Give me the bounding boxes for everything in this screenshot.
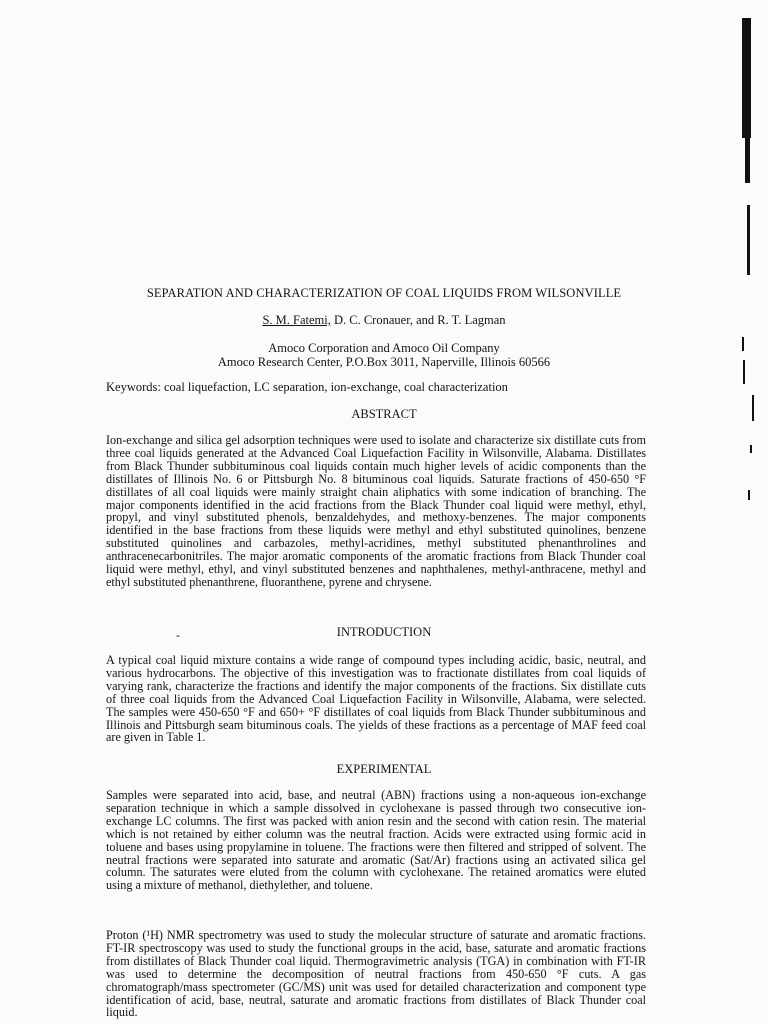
co-authors: D. C. Cronauer, and R. T. Lagman [333,313,506,327]
scan-edge-mark [750,445,752,453]
stray-mark: - [176,628,180,642]
paper-title: SEPARATION AND CHARACTERIZATION OF COAL LIQUIDS FROM WILSONVILLE [146,286,622,300]
presenting-author: S. M. Fatemi, [262,313,331,327]
keywords: Keywords: coal liquefaction, LC separation, ion-exchange, coal characterization [106,380,508,394]
scan-edge-mark [748,490,750,500]
scan-edge-mark [745,135,750,183]
experimental-heading: EXPERIMENTAL [336,762,432,776]
abstract-text: Ion-exchange and silica gel adsorption techniques were used to isolate and characterize six distillate cuts from three coal liquids generated at the Advanced Coal Liquefaction Facility in Wilsonville, Alabama. Distillates from Black Thunder subbituminous coal liquids contain much higher levels of acidic components than the distillates of Illinois No. 6 or Pittsburgh No. 8 bituminous coal liquids. Saturate fractions of 450-650 °F distillates of all coal liquids were mainly straight chain aliphatics with some indication of branching. The major components identified in the acid fractions from the Black Thunder coal liquid were methyl, ethyl, propyl, and vinyl substituted phenols, benzaldehydes, and methoxy-benzenes. The major components identified in the base fractions from these liquids were methyl and ethyl substituted quinolines, benzene substituted quinolines and carbazoles, methyl-acridines, methyl substituted phenanthrolines and anthracenecarbonitriles. The major aromatic components of the aromatic fractions from Black Thunder coal liquid were methyl, ethyl, and vinyl substituted benzenes and naphthalenes, methyl-anthracene, methyl and ethyl substituted phenanthrene, fluoranthene, pyrene and chrysene. [106,433,646,589]
introduction-heading: INTRODUCTION [336,625,432,639]
experimental-text-1: Samples were separated into acid, base, and neutral (ABN) fractions using a non-aqueous ion-exchange separation technique in which a sample dissolved in cyclohexane is passed through two consecutive ion-exchange LC columns. The first was packed with anion resin and the second with cation resin. The material which is not retained by either column was the neutral fraction. Acids were extracted using formic acid in toluene and bases using propylamine in toluene. The fractions were then filtered and stripped of solvent. The neutral fractions were separated into saturate and aromatic (Sat/Ar) fractions using an activated silica gel column. The saturates were eluted from the column with cyclohexane. The retained aromatics were eluted using a mixture of methanol, diethylether, and toluene. [106,788,646,893]
author-list [0,313,768,328]
scan-edge-mark [747,205,750,275]
experimental-text-2: Proton (¹H) NMR spectrometry was used to study the molecular structure of saturate and aromatic fractions. FT-IR spectroscopy was used to study the functional groups in the acid, base, saturate and aromatic fractions from distillates of Black Thunder coal liquid. Thermogravimetric analysis (TGA) in combination with FT-IR was used to determine the decomposition of neutral fractions from 450-650 °F cuts. A gas chromatograph/mass spectrometer (GC/MS) unit was used for detailed characterization and component type identification of acid, base, neutral, saturate and aromatic fractions from distillates of Black Thunder coal liquid. [106,928,646,1020]
scan-edge-mark [742,18,751,138]
abstract-heading: ABSTRACT [351,407,417,421]
introduction-text: A typical coal liquid mixture contains a wide range of compound types including acidic, basic, neutral, and various hydrocarbons. The objective of this investigation was to fractionate distillates from coal liquids of varying rank, characterize the fractions and identify the major components of the fractions. Six distillate cuts of three coal liquids from the Advanced Coal Liquefaction Facility in Wilsonville, Alabama, were selected. The samples were 450-650 °F and 650+ °F distillates of coal liquids from Black Thunder subbituminous and Illinois and Pittsburgh seam bituminous coals. The yields of these fractions as a percentage of MAF feed coal are given in Table 1. [106,653,646,745]
affiliation-line-2: Amoco Research Center, P.O.Box 3011, Naperville, Illinois 60566 [217,355,551,369]
affiliation-line-1: Amoco Corporation and Amoco Oil Company [268,341,500,355]
